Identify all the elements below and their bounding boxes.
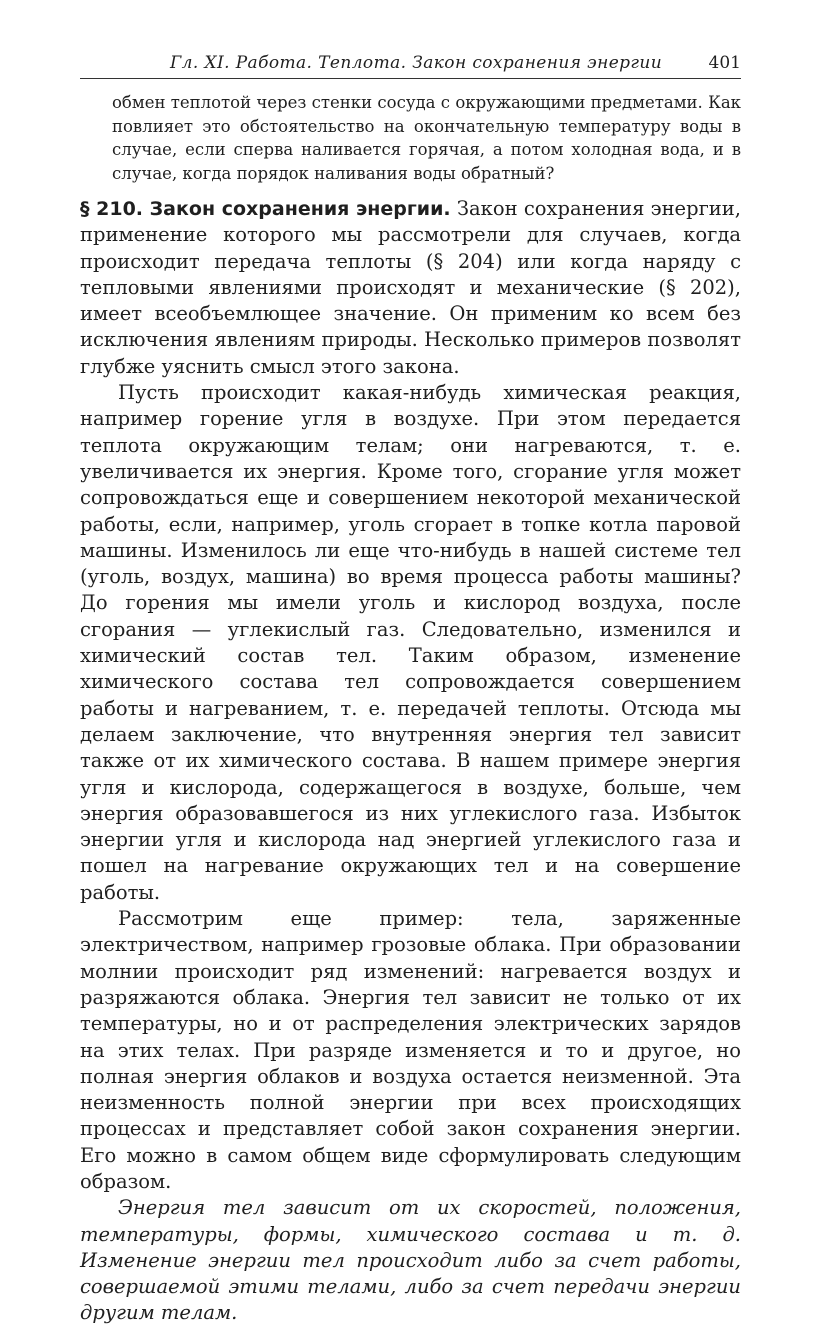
paragraph-1 [80,196,741,380]
running-title: Гл. XI. Работа. Теплота. Закон сохранения энергии [170,53,663,73]
section-body [80,196,741,1327]
section-heading: § 210. Закон сохранения энергии. [80,198,451,220]
paragraph-3: Рассмотрим еще пример: тела, заряженные электричеством, например грозовые облака. При образовании молнии происходит ряд изменений: нагревается воздух и разряжаются облака. Энергия тел зависит не только от их температуры, но и от распределения электрических зарядов на этих телах. При разряде изменяется и то и другое, но полная энергия облаков и воздуха остается неизменной. Эта неизменность полной энергии при всех происходящих процессах и представляет собой закон сохранения энергии. Его можно в самом общем виде сформулировать следующим образом. [80,907,741,1193]
paragraph-2: Пусть происходит какая-нибудь химическая реакция, например горение угля в воздухе. При этом передается теплота окружающим телам; они нагреваются, т. е. увеличивается их энергия. Кроме того, сгорание угля может сопровождаться еще и совершением некоторой механической работы, если, например, уголь сгорает в топке котла паровой машины. Изменилось ли еще что-нибудь в нашей системе тел (уголь, воздух, машина) во время процесса работы машины? До горения мы имели уголь и кислород воздуха, после сгорания — углекислый газ. Следовательно, изменился и химический состав тел. Таким образом, изменение химического состава тел сопровождается совершением работы и нагреванием, т. е. передачей теплоты. Отсюда мы делаем заключение, что внутренняя энергия тел зависит также от их химического состава. В нашем примере энергия угля и кислорода, содержащегося в воздухе, больше, чем энергия образовавшегося из них углекислого газа. Избыток энергии угля и кислорода над энергией углекислого газа и пошел на нагревание окружающих тел и на совершение работы. [80,381,741,904]
law-statement: Энергия тел зависит от их скоростей, положения, температуры, формы, химического состава и т. д. Изменение энергии тел происходит либо за счет работы, совершаемой этими телами, либо за счет передачи энергии другим телам. [80,1196,741,1325]
running-header [80,52,741,79]
paragraph-1-text: Закон сохранения энергии, применение которого мы рассмотрели для случаев, когда происходит передача теплоты (§ 204) или когда наряду с тепловыми явлениями происходят и механические (§ 202), имеет всеобъемлющее значение. Он применим ко всем без исключения явлениям природы. Несколько примеров позволят глубже уяснить смысл этого закона. [80,197,741,378]
page-number: 401 [708,53,741,73]
problem-text: обмен теплотой через стенки сосуда с окружающими предметами. Как повлияет это обстоятельство на окончательную температуру воды в случае, если сперва наливается горячая, а потом холодная вода, и в случае, когда порядок наливания воды обратный? [112,93,741,183]
book-page [80,0,741,1325]
